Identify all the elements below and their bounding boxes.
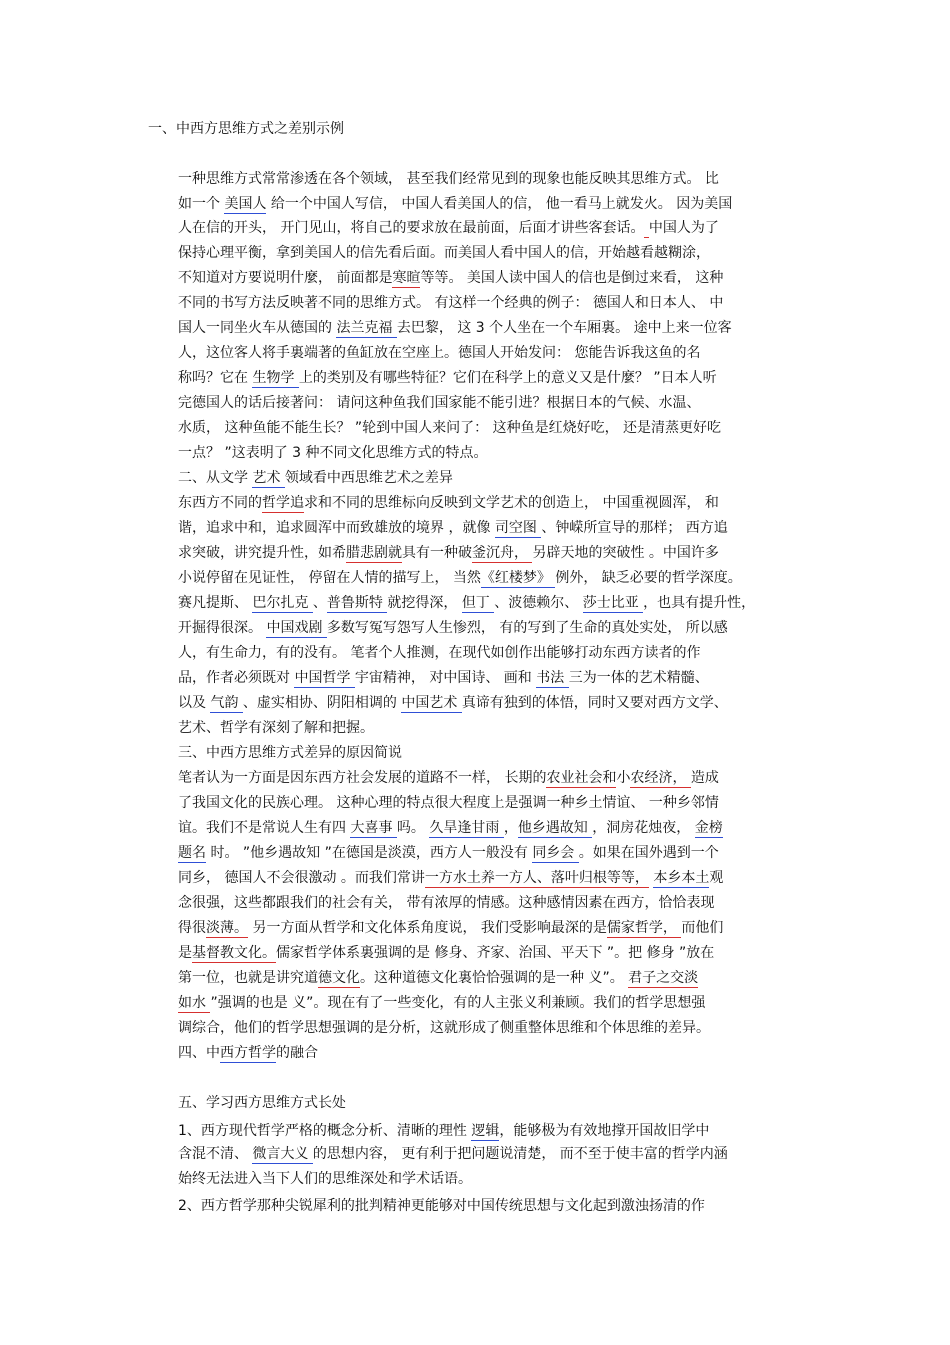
text-run: 一种思维方式常常渗透在各个领域， 甚至我们经常见到的现象也能反映其思维方式。 比 [178, 171, 719, 187]
hyperlink-term: 微言大义 [252, 1146, 313, 1162]
text-run: 等等。 美国人读中国人的信也是倒过来看， 这种 [420, 270, 724, 286]
text-run: 而他们 [681, 920, 724, 936]
spellcheck-marked-text: 淡薄。 [206, 920, 248, 936]
text-run: 二、从文学 [178, 470, 253, 486]
text-run: 小说停留在见证性， 停留在人情的描写上， 当然 [178, 570, 481, 586]
spellcheck-marked-text: 儒家哲学， [606, 920, 682, 936]
text-run: 多数写冤写怨写人生惨烈， 有的写到了生命的真处实处， 所以感 [326, 620, 728, 636]
text-run: 中国人为了 [648, 220, 719, 236]
hyperlink-term: 中国戏剧 [266, 620, 327, 636]
text-run: 一、中西方思维方式之差别示例 [148, 121, 344, 137]
spellcheck-marked-text: 一方水土养一方人、 [424, 870, 551, 886]
hyperlink-term: 中国艺术 [401, 695, 462, 711]
hyperlink-term: 书法 [536, 670, 569, 686]
paragraph-line [178, 694, 728, 712]
text-run: 吗。 [396, 820, 430, 836]
text-run: 不同的书写方法反映著不同的思维方式。 有这样一个经典的例子： 德国人和日本人、 中 [178, 295, 724, 311]
text-run: 另一方面从哲学和文化体系角度说， 我们受影响最深的是 [248, 920, 607, 936]
spellcheck-marked-text: 腊悲剧就 [346, 545, 402, 561]
spellcheck-marked-text: 落叶归根等等， [550, 870, 649, 886]
text-run: 2、西方哲学那种尖锐犀利的批判精神更能够对中国传统思想与文化起到激浊扬清的作 [178, 1198, 705, 1214]
paragraph-line [178, 944, 714, 962]
text-run: 小 [616, 770, 631, 786]
hyperlink-term: 但丁 [461, 595, 495, 611]
hyperlink-term: 生物学 [252, 370, 299, 386]
paragraph-line [178, 569, 742, 587]
text-run: 含混不清、 [178, 1146, 253, 1162]
hyperlink-term: 司空图 [494, 520, 542, 536]
text-run: 人，有生命力，有的没有。 笔者个人推测，在现代如创作出能够打动东西方读者的作 [178, 645, 701, 661]
text-run: 、虚实相协、阴阳相调的 [242, 695, 402, 711]
paragraph-line [178, 894, 714, 912]
hyperlink-term: 艺术 [252, 470, 285, 486]
hyperlink-term: 同乡会 [532, 845, 579, 861]
paragraph-line [178, 994, 705, 1012]
paragraph-line [178, 844, 719, 862]
hyperlink-term: 逻辑 [471, 1123, 500, 1139]
section-heading [148, 120, 344, 138]
paragraph-line [178, 1122, 709, 1140]
text-run: 、 [312, 595, 327, 611]
spellcheck-marked-text: 哲学追 [262, 495, 304, 511]
text-run: 宇宙精神， 对中国诗、 画和 [354, 670, 537, 686]
hyperlink-term: 普鲁斯特 [326, 595, 388, 611]
text-run: 艺术、哲学有深刻了解和把握。 [178, 720, 374, 736]
text-run: 的融合 [276, 1045, 318, 1061]
spellcheck-marked-text: 釜沉舟， [472, 545, 533, 561]
text-run: 人，这位客人将手裏端著的鱼缸放在空座上。德国人开始发问： 您能告诉我这鱼的名 [178, 345, 701, 361]
text-run: 真谛有独到的体悟，同时又要对西方文学、 [461, 695, 728, 711]
paragraph-line [178, 444, 488, 462]
text-run: 东西方不同的 [178, 495, 262, 511]
text-run: 求和不同的思维标向反映到文学艺术的创造上， 中国重视圆浑， 和 [304, 495, 719, 511]
text-run: 称吗？它在 [178, 370, 253, 386]
text-run: 儒家哲学体系裏强调的是 修身、齐家、治国、平天下 ”。把 修身 ”放在 [276, 945, 715, 961]
hyperlink-term: 久旱逢甘雨 [429, 820, 504, 836]
paragraph-line [178, 1019, 710, 1037]
hyperlink-term: 莎士比亚 [582, 595, 644, 611]
text-run: 1、西方现代哲学严格的概念分析、清晰的理性 [178, 1123, 472, 1139]
hyperlink-term: 西方哲学 [220, 1045, 276, 1061]
text-run: ，洞房花烛夜， [592, 820, 695, 836]
paragraph-line [178, 195, 732, 213]
text-run: 。如果在国外遇到一个 [578, 845, 719, 861]
text-run: 了我国文化的民族心理。 这种心理的特点很大程度上是强调一种乡土情谊、 一种乡邻情 [178, 795, 719, 811]
spellcheck-marked-text: 德文化 [318, 970, 360, 986]
paragraph-line [178, 394, 700, 412]
paragraph-line [178, 544, 719, 562]
hyperlink-term: 金榜 [694, 820, 723, 836]
hyperlink-term: 他乡遇故知 [517, 820, 593, 836]
text-run: 、波德赖尔、 [494, 595, 583, 611]
text-run: ， [503, 820, 518, 836]
text-run: 造成 [690, 770, 719, 786]
text-run: 领域看中西思维艺术之差异 [284, 470, 453, 486]
hyperlink-term: 大喜事 [350, 820, 397, 836]
text-run: 同乡， 德国人不会很激动 。而我们常讲 [178, 870, 425, 886]
paragraph-line [178, 369, 717, 387]
text-run: 念很强，这些都跟我们的社会有关， 带有浓厚的情感。这种感情因素在西方，恰恰表现 [178, 895, 715, 911]
hyperlink-term: 气韵 [210, 695, 243, 711]
text-run: 求突破，讲究提升性，如希 [178, 545, 346, 561]
text-run: ，能够极为有效地撑开国故旧学中 [499, 1123, 710, 1139]
text-run: 的思想内容， 更有利于把问题说清楚， 而不至于使丰富的哲学内涵 [312, 1146, 728, 1162]
section-heading [178, 744, 402, 762]
paragraph-line [178, 769, 719, 787]
hyperlink-term: 本乡本土 [653, 870, 710, 886]
text-run: 。这种道德文化裏恰恰强调的是一种 义”。 [360, 970, 629, 986]
hyperlink-term: 《红楼梦》 [480, 570, 556, 586]
text-run: 一点？ ”这表明了 3 种不同文化思维方式的特点。 [178, 445, 488, 461]
paragraph-line [178, 619, 728, 637]
spellcheck-marked-text: 农业社会和 [546, 770, 617, 786]
text-run: 得很 [178, 920, 206, 936]
text-run: 人在信的开头， 开门见山，将自己的要求放在最前面，后面才讲些客套话。 [178, 220, 645, 236]
text-run: 就挖得深， [387, 595, 462, 611]
spellcheck-marked-text: 农经济， [630, 770, 691, 786]
text-run: 给一个中国人写信， 中国人看美国人的信， 他一看马上就发火。 因为美国 [266, 196, 733, 212]
text-run: 谐，追求中和，追求圆浑中而致雄放的境界 ，就像 [178, 520, 495, 536]
paragraph-line [178, 869, 723, 887]
section-heading [178, 1044, 318, 1062]
hyperlink-term: 美国人 [224, 196, 267, 212]
text-run: 观 [709, 870, 724, 886]
text-run: 时。 ”他乡遇故知 ”在德国是淡漠，西方人一般没有 [206, 845, 533, 861]
text-run: 不知道对方要说明什麼， 前面都是 [178, 270, 393, 286]
spellcheck-marked-text: 如水 [178, 995, 211, 1011]
paragraph-line [178, 294, 723, 312]
paragraph-line [178, 819, 723, 837]
hyperlink-term: 法兰克福 [336, 320, 397, 336]
paragraph-line [178, 644, 700, 662]
text-run: 具有一种破 [402, 545, 472, 561]
text-run: 三为一体的艺术精髓、 [568, 670, 709, 686]
text-run: 品，作者必须既对 [178, 670, 295, 686]
section-heading [178, 469, 453, 487]
text-run: 谊。我们不是常说人生有四 [178, 820, 351, 836]
text-run: 上的类别及有哪些特征？它们在科学上的意义又是什麼？ ”日本人听 [298, 370, 717, 386]
paragraph-line [178, 594, 755, 612]
text-run: 保持心理平衡，拿到美国人的信先看后面。而美国人看中国人的信，开始越看越糊涂， [178, 245, 710, 261]
hyperlink-term: 巴尔扎克 [252, 595, 313, 611]
paragraph-line [178, 494, 719, 512]
hyperlink-term: 中国哲学 [294, 670, 355, 686]
spellcheck-marked-text: 寒暄 [392, 270, 421, 286]
section-heading [178, 1094, 346, 1112]
text-run: ”强调的也是 义”。现在有了一些变化，有的人主张义利兼顾。我们的哲学思想强 [210, 995, 706, 1011]
text-run: 国人一同坐火车从德国的 [178, 320, 337, 336]
paragraph-line [178, 244, 710, 262]
text-run: 始终无法进入当下人们的思维深处和学术话语。 [178, 1171, 472, 1187]
text-run: 以及 [178, 695, 211, 711]
paragraph-line [178, 344, 700, 362]
text-run: ，也具有提升性， [643, 595, 756, 611]
paragraph-line [178, 1197, 705, 1215]
paragraph-line [178, 969, 698, 987]
paragraph-line [178, 669, 709, 687]
paragraph-line [178, 1170, 472, 1188]
text-run: 四、中 [178, 1045, 220, 1061]
paragraph-line [178, 219, 719, 237]
text-run: 五、学习西方思维方式长处 [178, 1095, 346, 1111]
text-run: 赛凡提斯、 [178, 595, 253, 611]
text-run: 、钟嵘所宣导的那样； 西方追 [541, 520, 728, 536]
text-run: 另辟天地的突破性 。中国许多 [532, 545, 719, 561]
text-run: 去巴黎， 这 3 个人坐在一个车厢裏。 途中上来一位客 [396, 320, 732, 336]
text-run: 如一个 [178, 196, 225, 212]
paragraph-line [178, 419, 721, 437]
text-run: 例外， 缺乏必要的哲学深度。 [555, 570, 742, 586]
text-run: 完德国人的话后接著问： 请问这种鱼我们国家能不能引进？根据日本的气候、水温、 [178, 395, 701, 411]
text-run: 开掘得很深。 [178, 620, 267, 636]
spellcheck-marked-text: 基督教文化。 [192, 945, 276, 961]
spellcheck-marked-text: 君子之交淡 [628, 970, 699, 986]
paragraph-line [178, 269, 723, 287]
text-run: 是 [178, 945, 192, 961]
text-run: 调综合，他们的哲学思想强调的是分析，这就形成了侧重整体思维和个体思维的差异。 [178, 1020, 710, 1036]
paragraph-line [178, 170, 719, 188]
hyperlink-term: 题名 [178, 845, 206, 861]
paragraph-line [178, 1145, 728, 1163]
paragraph-line [178, 319, 732, 337]
text-run: 笔者认为一方面是因东西方社会发展的道路不一样， 长期的 [178, 770, 547, 786]
text-run: 三、中西方思维方式差异的原因简说 [178, 745, 402, 761]
text-run: 第一位，也就是讲究道 [178, 970, 318, 986]
paragraph-line [178, 519, 728, 537]
paragraph-line [178, 919, 723, 937]
text-run: 水质， 这种鱼能不能生长？ ”轮到中国人来问了： 这种鱼是红烧好吃， 还是清蒸更好吃 [178, 420, 722, 436]
paragraph-line [178, 794, 719, 812]
paragraph-line [178, 719, 374, 737]
